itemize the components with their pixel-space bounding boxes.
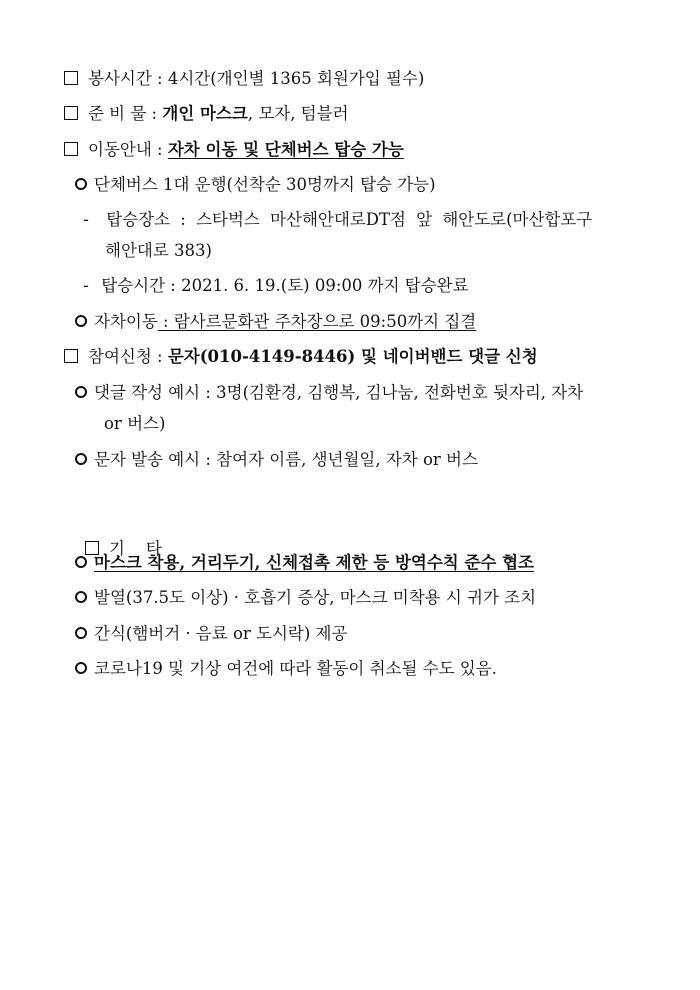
comment-example-text-2: or 버스) xyxy=(104,414,166,433)
comment-example-row xyxy=(74,382,583,404)
bus-place-label: 탑승장소 xyxy=(106,210,171,229)
bus-time-label: 탑승시간 xyxy=(101,276,166,295)
etc-item xyxy=(74,623,347,645)
etc-item xyxy=(74,658,497,680)
supplies-bold-value: 개인 마스크 xyxy=(162,104,248,123)
sms-example-text: 문자 발송 예시 : 참여자 이름, 생년월일, 자차 or 버스 xyxy=(94,450,478,469)
circle-bullet-icon xyxy=(74,174,94,196)
circle-bullet-icon xyxy=(74,587,94,609)
bus-time-value: 2021. 6. 19.(토) 09:00 까지 탑승완료 xyxy=(181,276,469,295)
car-value: 람사르문화관 주차장으로 09:50까지 집결 xyxy=(173,312,477,331)
volunteer-time-label: 봉사시간 xyxy=(88,69,152,88)
dash-bullet-icon: - xyxy=(83,276,89,295)
checkbox-square-icon xyxy=(64,106,78,120)
bus-place-row xyxy=(76,209,592,231)
separator: : xyxy=(151,140,168,159)
apply-row xyxy=(64,346,538,368)
separator: : xyxy=(146,104,163,123)
volunteer-time-row xyxy=(64,68,424,90)
separator: : xyxy=(151,347,168,366)
comment-example-text: 댓글 작성 예시 : 3명(김환경, 김행복, 김나눔, 전화번호 뒷자리, 자차 xyxy=(94,383,584,402)
circle-bullet-icon xyxy=(74,623,94,645)
etc-item xyxy=(74,587,536,609)
checkbox-square-icon xyxy=(64,349,78,363)
transport-value: 자차 이동 및 단체버스 탑승 가능 xyxy=(167,140,404,159)
sms-example-row xyxy=(74,449,478,471)
etc-item-text: 발열(37.5도 이상) · 호흡기 증상, 마스크 미착용 시 귀가 조치 xyxy=(94,588,537,607)
transport-row xyxy=(64,139,404,161)
dash-bullet-icon: - xyxy=(83,210,89,229)
comment-example-row-cont xyxy=(104,413,165,435)
etc-item-text: 코로나19 및 기상 여건에 따라 활동이 취소될 수도 있음. xyxy=(94,659,497,678)
separator: : xyxy=(165,276,182,295)
etc-item-text: 간식(햄버거 · 음료 or 도시락) 제공 xyxy=(94,624,348,643)
transport-label: 이동안내 xyxy=(88,140,152,159)
volunteer-time-value: 4시간(개인별 1365 회원가입 필수) xyxy=(167,69,425,88)
circle-bullet-icon xyxy=(74,382,94,404)
apply-value: 문자(010-4149-8446) 및 네이버밴드 댓글 신청 xyxy=(167,347,538,366)
circle-bullet-icon xyxy=(74,552,94,574)
separator: : xyxy=(170,210,197,229)
bus-place-row-cont xyxy=(105,240,212,262)
circle-bullet-icon xyxy=(74,658,94,680)
etc-item-text: 마스크 착용, 거리두기, 신체접촉 제한 등 방역수칙 준수 협조 xyxy=(94,553,534,572)
bus-text: 단체버스 1대 운행(선착순 30명까지 탑승 가능) xyxy=(94,175,436,194)
circle-bullet-icon xyxy=(74,449,94,471)
car-label: 자차이동 xyxy=(94,312,158,331)
supplies-label: 준 비 물 xyxy=(88,104,147,123)
supplies-row xyxy=(64,103,349,125)
etc-item xyxy=(74,552,534,574)
etc-label: 기 타 xyxy=(108,539,162,558)
car-row xyxy=(74,311,476,333)
bus-place-value-1: 스타벅스 마산해안대로DT점 앞 해안도로(마산합포구 xyxy=(196,210,593,229)
separator: : xyxy=(157,312,174,331)
checkbox-square-icon xyxy=(64,71,78,85)
circle-bullet-icon xyxy=(74,311,94,333)
separator: : xyxy=(151,69,168,88)
apply-label: 참여신청 xyxy=(88,347,152,366)
bus-time-row xyxy=(76,275,469,297)
bus-place-value-2: 해안대로 383) xyxy=(105,241,212,260)
bus-row xyxy=(74,174,436,196)
supplies-rest-value: , 모자, 텀블러 xyxy=(247,104,349,123)
checkbox-square-icon xyxy=(64,142,78,156)
